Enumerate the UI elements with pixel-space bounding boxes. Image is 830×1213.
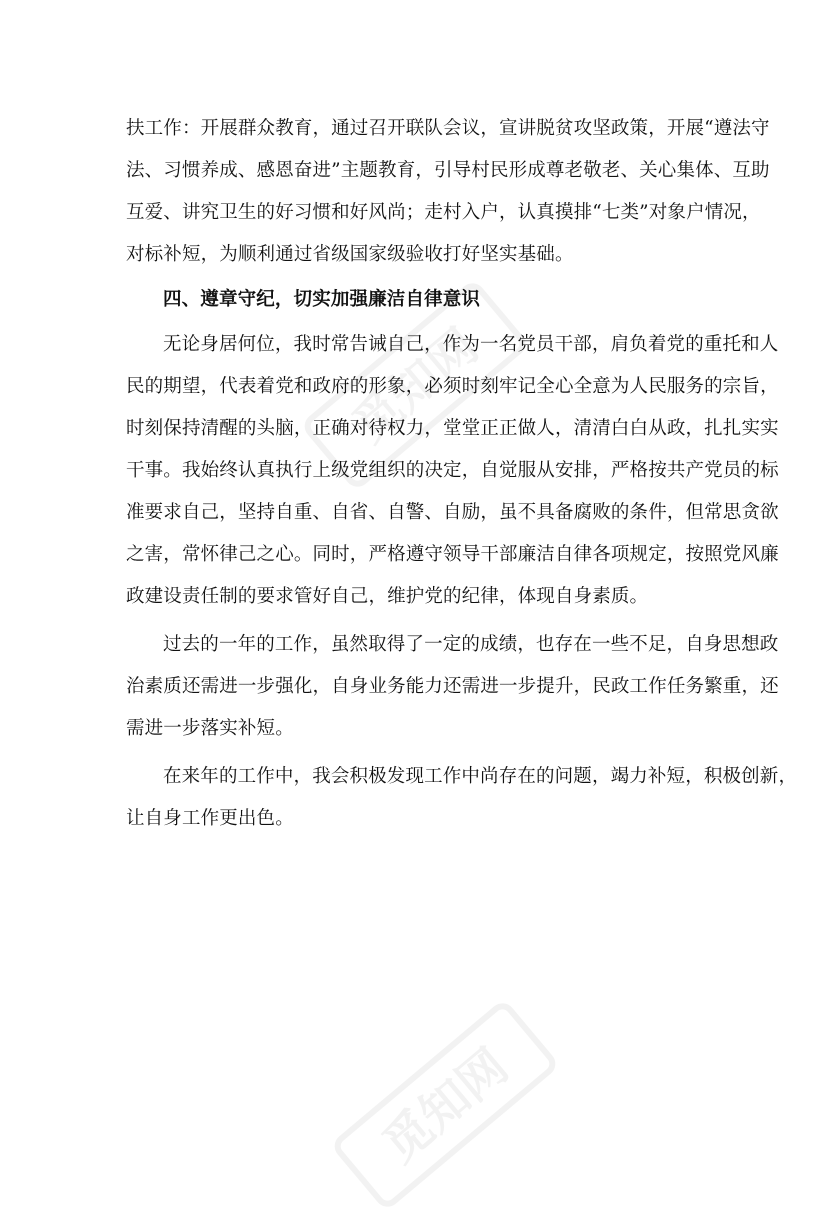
text-line: 扶工作：开展群众教育，通过召开联队会议，宣讲脱贫攻坚政策，开展“遵法守	[126, 118, 770, 139]
text-line: 过去的一年的工作，虽然取得了一定的成绩，也存在一些不足，自身思想政	[163, 634, 779, 655]
text-line: 时刻保持清醒的头脑，正确对待权力，堂堂正正做人，清清白白从政，扎扎实实	[126, 418, 779, 439]
watermark-text: 觅知网	[342, 318, 489, 454]
text-line: 干事。我始终认真执行上级党组织的决定，自觉服从安排，严格按共产党员的标	[126, 460, 779, 481]
text-line: 政建设责任制的要求管好自己，维护党的纪律，体现自身素质。	[126, 586, 649, 607]
watermark-logo-bottom	[328, 997, 562, 1213]
watermark-text-bottom: 觅知网	[372, 1038, 519, 1174]
text-line: 民的期望，代表着党和政府的形象，必须时刻牢记全心全意为人民服务的宗旨，	[126, 376, 779, 397]
text-line: 在来年的工作中，我会积极发现工作中尚存在的问题，竭力补短，积极创新，	[163, 766, 798, 787]
text-line: 让自身工作更出色。	[126, 808, 294, 829]
text-line: 互爱、讲究卫生的好习惯和好风尚；走村入户，认真摸排“七类”对象户情况，	[126, 202, 761, 223]
text-line: 之害，常怀律己之心。同时，严格遵守领导干部廉洁自律各项规定，按照党风廉	[126, 544, 779, 565]
text-line: 对标补短，为顺利通过省级国家级验收打好坚实基础。	[126, 244, 574, 265]
text-line: 治素质还需进一步强化，自身业务能力还需进一步提升，民政工作任务繁重，还	[126, 676, 779, 697]
text-line: 需进一步落实补短。	[126, 718, 294, 739]
text-line: 法、习惯养成、感恩奋进”主题教育，引导村民形成尊老敬老、关心集体、互助	[126, 160, 770, 181]
text-line: 准要求自己，坚持自重、自省、自警、自励，虽不具备腐败的条件，但常思贪欲	[126, 502, 779, 523]
text-line: 无论身居何位，我时常告诫自己，作为一名党员干部，肩负着党的重托和人	[163, 334, 779, 355]
section-heading: 四、遵章守纪，切实加强廉洁自律意识	[163, 289, 481, 310]
